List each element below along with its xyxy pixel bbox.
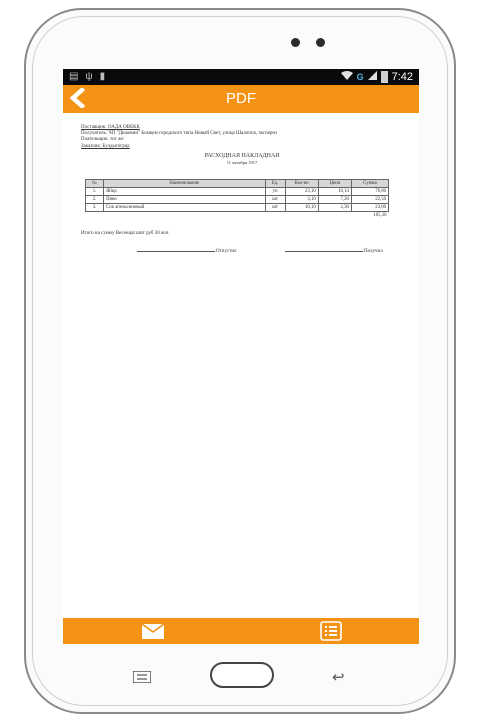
row-name: Яйцо — [104, 188, 265, 196]
row-price: 7,20 — [318, 196, 351, 204]
signature-released: Отпустил — [137, 249, 237, 254]
row-name: Пиво — [104, 196, 265, 204]
row-qty: 23,10 — [285, 188, 318, 196]
status-bar — [63, 69, 419, 85]
table-header-row — [86, 180, 389, 188]
back-hardware-button[interactable]: ↩ — [332, 669, 345, 686]
total-sum: 105,30 — [373, 213, 387, 218]
row-name: Сок апельсиновый — [104, 204, 265, 212]
row-sum: 22,50 — [351, 196, 388, 204]
column-header-price: Цена — [318, 180, 351, 188]
row-unit: шт — [265, 196, 285, 204]
list-icon[interactable] — [320, 621, 342, 644]
wifi-icon — [341, 71, 353, 83]
notification-icons — [69, 71, 105, 82]
column-header-name: Наименование — [104, 180, 265, 188]
front-camera — [291, 38, 300, 47]
usb-icon: ψ — [85, 71, 93, 82]
page-title: PDF — [226, 90, 256, 107]
menu-hardware-button[interactable] — [133, 670, 151, 688]
row-qty: 10,10 — [285, 204, 318, 212]
battery-icon — [381, 71, 388, 83]
invoice-table — [85, 179, 389, 219]
light-sensor — [316, 38, 325, 47]
column-header-unit: Ед. — [265, 180, 285, 188]
row-number: 2. — [86, 196, 104, 204]
row-qty: 3,10 — [285, 196, 318, 204]
document-date: 11 октября 1917 — [226, 159, 258, 165]
pdf-document — [81, 125, 403, 254]
system-icons — [341, 71, 413, 83]
row-sum: 76,80 — [351, 188, 388, 196]
row-unit: шт — [265, 204, 285, 212]
signature-received: Получил — [285, 249, 383, 254]
row-unit: уп — [265, 188, 285, 196]
row-number: 1. — [86, 188, 104, 196]
table-row — [86, 204, 389, 212]
row-number: 3. — [86, 204, 104, 212]
network-type: G — [356, 72, 364, 82]
recipient-line: Получатель: ЧП "Дюкевин" Бомцем городского типа Новый Свет, улица Шалоппа, экспериз — [81, 131, 278, 137]
column-header-qty: Кол-во — [285, 180, 318, 188]
row-sum: 23,00 — [351, 204, 388, 212]
signal-icon — [368, 71, 377, 83]
message-icon: ▤ — [69, 71, 79, 82]
mail-icon[interactable] — [142, 624, 164, 644]
bottom-toolbar — [63, 618, 419, 644]
app-bar — [63, 85, 419, 113]
payer-line: Плательщик: тот же — [81, 137, 124, 143]
table-row — [86, 188, 389, 196]
clock: 7:42 — [391, 71, 413, 83]
customer-line: Заказчик: Булдыгоград — [81, 143, 130, 149]
total-row — [86, 212, 389, 220]
home-button[interactable] — [210, 662, 274, 688]
device-screen — [63, 69, 419, 644]
column-header-number: № — [86, 180, 104, 188]
row-price: 10,14 — [318, 188, 351, 196]
column-header-sum: Сумма — [351, 180, 388, 188]
supplier-line: Поставщик: ОАДА ОВЕКК — [81, 125, 140, 130]
table-row — [86, 196, 389, 204]
summary-text: Итого на сумму Весенцаt шит руб 30 коп. — [81, 231, 170, 236]
file-icon: ▮ — [99, 71, 106, 82]
row-price: 2,30 — [318, 204, 351, 212]
document-heading: РАСХОДНАЯ НАКЛАДНАЯ — [204, 152, 280, 159]
